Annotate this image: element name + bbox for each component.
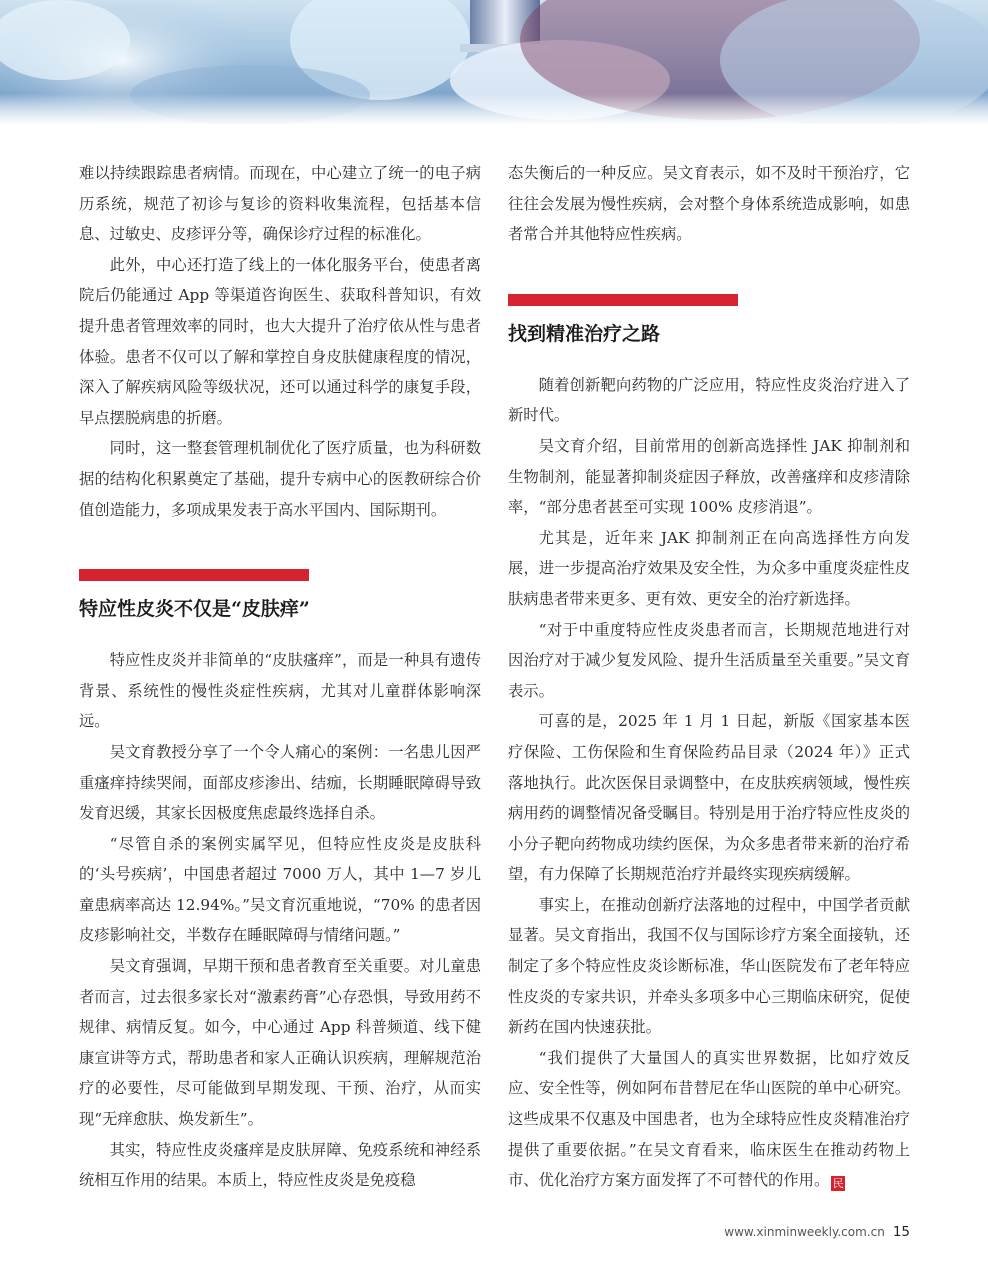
paragraph: “尽管自杀的案例实属罕见，但特应性皮炎是皮肤科的‘头号疾病’，中国患者超过 7000 万人，其中 1—7 岁儿童患病率高达 12.94%。”吴文育沉重地说，“70% 的患者因皮疹影响社交，半数存在睡眠障碍与情绪问题。” bbox=[79, 834, 481, 945]
photo-fade bbox=[0, 94, 988, 124]
paragraph: 吴文育强调，早期干预和患者教育至关重要。对儿童患者而言，过去很多家长对“激素药膏”心存恐惧，导致用药不规律、病情反复。如今，中心通过 App 科普频道、线下健康宣讲等方式，帮助患者和家人正确认识疾病，理解规范治疗的必要性，尽可能做到早期发现、干预、治疗，从而实现“无痒愈肤、焕发新生”。 bbox=[79, 957, 481, 1129]
page-footer bbox=[724, 1224, 910, 1240]
paragraph: 同时，这一整套管理机制优化了医疗质量，也为科研数据的结构化积累奠定了基础，提升专病中心的医教研综合价值创造能力，多项成果发表于高水平国内、国际期刊。 bbox=[79, 439, 481, 519]
section-header bbox=[79, 569, 481, 623]
paragraph: 吴文育介绍，目前常用的创新高选择性 JAK 抑制剂和生物制剂，能显著抑制炎症因子释放，改善瘙痒和皮疹清除率，“部分患者甚至可实现 100% 皮疹消退”。 bbox=[508, 436, 910, 517]
end-mark-icon: 民 bbox=[832, 1177, 844, 1191]
paragraph: 态失衡后的一种反应。吴文育表示，如不及时干预治疗，它往往会发展为慢性疾病，会对整个身体系统造成影响，如患者常合并其他特应性疾病。 bbox=[508, 164, 910, 244]
paragraph: “对于中重度特应性皮炎患者而言，长期规范地进行对因治疗对于减少复发风险、提升生活质量至关重要。”吴文育表示。 bbox=[508, 620, 910, 700]
paragraph: 其实，特应性皮炎瘙痒是皮肤屏障、免疫系统和神经系统相互作用的结果。本质上，特应性皮炎是免疫稳 bbox=[79, 1140, 481, 1190]
paragraph: 此外，中心还打造了线上的一体化服务平台，使患者离院后仍能通过 App 等渠道咨询医生、获取科普知识，有效提升患者管理效率的同时，也大大提升了治疗依从性与患者体验。患者不仅可以了解和掌控自身皮肤健康程度的情况，深入了解疾病风险等级状况，还可以通过科学的康复手段，早点摆脱病患的折磨。 bbox=[79, 255, 481, 427]
paragraph-text: “我们提供了大量国人的真实世界数据，比如疗效反应、安全性等，例如阿布昔替尼在华山医院的单中心研究。这些成果不仅惠及中国患者，也为全球特应性皮炎精准治疗提供了重要依据。”在吴文育看来，临床医生在推动药物上市、优化治疗方案方面发挥了不可替代的作用。 bbox=[508, 1048, 910, 1190]
paragraph: 事实上，在推动创新疗法落地的过程中，中国学者贡献显著。吴文育指出，我国不仅与国际诊疗方案全面接轨，还制定了多个特应性皮炎诊断标准，华山医院发布了老年特应性皮炎的专家共识，并牵头多项多中心三期临床研究，促使新药在国内快速获批。 bbox=[508, 895, 910, 1037]
section-rule bbox=[508, 294, 738, 306]
page-number: 15 bbox=[892, 1224, 910, 1240]
paragraph: 可喜的是，2025 年 1 月 1 日起，新版《国家基本医疗保险、工伤保险和生育保险药品目录（2024 年）》正式落地执行。此次医保目录调整中，在皮肤疾病领域，慢性疾病用药的调整情况备受瞩目。特别是用于治疗特应性皮炎的小分子靶向药物成功续约医保，为众多患者带来新的治疗希望，有力保障了长期规范治疗并最终实现疾病缓解。 bbox=[508, 712, 910, 884]
right-column bbox=[508, 158, 910, 1196]
paragraph: 尤其是，近年来 JAK 抑制剂正在向高选择性方向发展，进一步提高治疗效果及安全性，为众多中重度炎症性皮肤病患者带来更多、更有效、更安全的治疗新选择。 bbox=[508, 528, 910, 608]
header-photo bbox=[0, 0, 988, 124]
footer-url: www.xinminweekly.com.cn bbox=[724, 1225, 885, 1239]
paragraph: 吴文育教授分享了一个令人痛心的案例：一名患儿因严重瘙痒持续哭闹，面部皮疹渗出、结痂，长期睡眠障碍导致发育迟缓，其家长因极度焦虑最终选择自杀。 bbox=[79, 742, 481, 823]
paragraph: 难以持续跟踪患者病情。而现在，中心建立了统一的电子病历系统，规范了初诊与复诊的资料收集流程，包括基本信息、过敏史、皮疹评分等，确保诊疗过程的标准化。 bbox=[79, 164, 481, 244]
paragraph: 随着创新靶向药物的广泛应用，特应性皮炎治疗进入了新时代。 bbox=[508, 375, 910, 425]
section-header bbox=[508, 294, 910, 348]
section-heading: 特应性皮炎不仅是“皮肤痒” bbox=[79, 598, 310, 621]
paragraph bbox=[508, 1043, 910, 1196]
paragraph: 特应性皮炎并非简单的“皮肤瘙痒”，而是一种具有遗传背景、系统性的慢性炎症性疾病，尤其对儿童群体影响深远。 bbox=[79, 651, 481, 731]
section-rule bbox=[79, 569, 309, 581]
left-column bbox=[79, 158, 481, 1196]
section-heading: 找到精准治疗之路 bbox=[508, 322, 661, 345]
